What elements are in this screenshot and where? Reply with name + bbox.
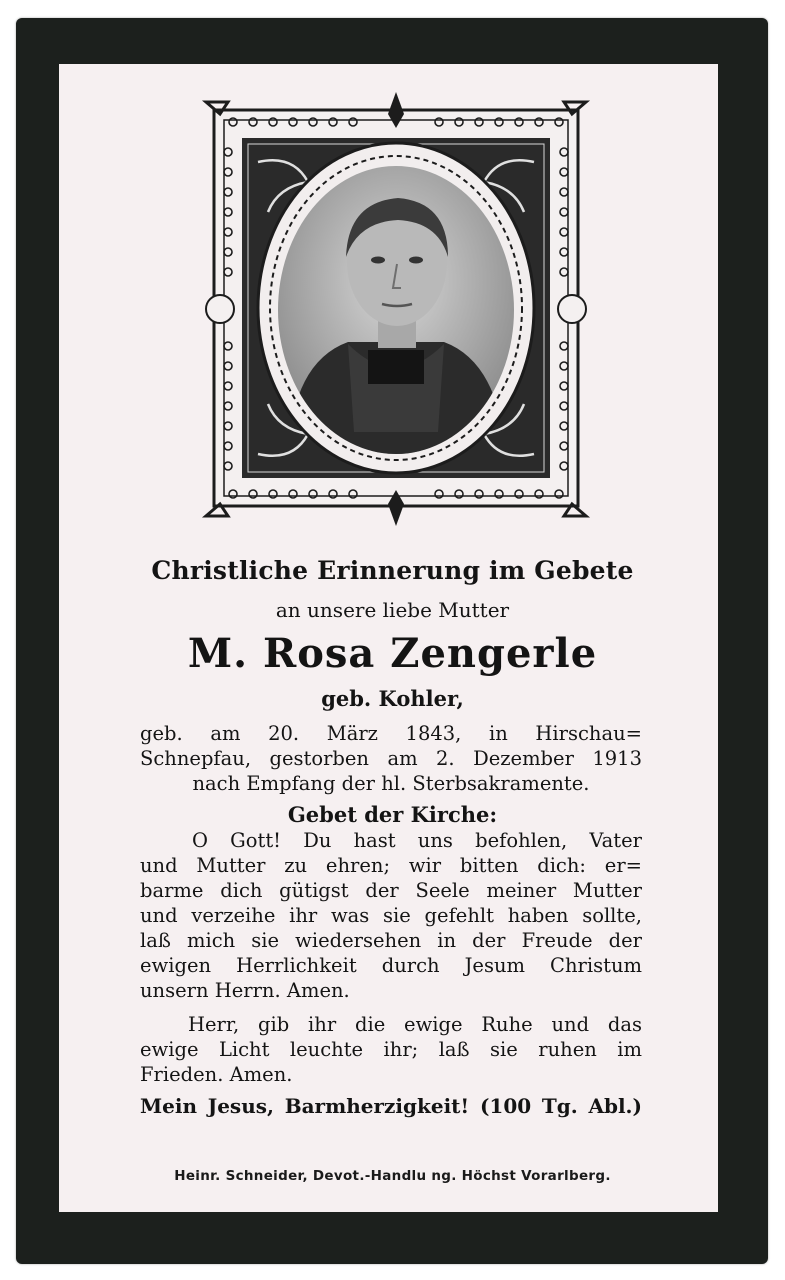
card-title: Christliche Erinnerung im Gebete	[151, 556, 634, 585]
requiem-line: Herr, gib ihr die ewige Ruhe und das	[188, 1013, 642, 1036]
deceased-name: M. Rosa Zengerle	[187, 630, 598, 677]
closing-invocation	[140, 1094, 642, 1119]
prayer-line: unsern Herrn. Amen.	[140, 979, 350, 1002]
prayer-text	[140, 828, 642, 1003]
prayer-line: und verzeihe ihr was sie gefehlt haben sollte,	[140, 904, 642, 927]
life-dates	[140, 721, 642, 796]
prayer-line: und Mutter zu ehren; wir bitten dich: er=	[140, 854, 642, 877]
requiem-line: Frieden. Amen.	[140, 1063, 293, 1086]
dates-line: Schnepfau, gestorben am 2. Dezember 1913	[140, 747, 642, 770]
card-subtitle: an unsere liebe Mutter	[275, 598, 510, 622]
prayer-heading: Gebet der Kirche:	[287, 802, 498, 827]
dates-line: geb. am 20. März 1843, in Hirschau=	[140, 722, 642, 745]
portrait-frame	[198, 92, 594, 526]
requiem-line: ewige Licht leuchte ihr; laß sie ruhen im	[140, 1038, 642, 1061]
prayer-line: barme dich gütigst der Seele meiner Mutter	[140, 879, 642, 902]
publisher-imprint: Heinr. Schneider, Devot.-Handlu ng. Höchst Vorarlberg.	[174, 1168, 611, 1184]
portrait-photo	[278, 166, 514, 454]
prayer-line: laß mich sie wiedersehen in der Freude der	[140, 929, 642, 952]
prayer-line: O Gott! Du hast uns befohlen, Vater	[192, 829, 642, 852]
requiem-text	[140, 1012, 642, 1087]
closing-line: Mein Jesus, Barmherzigkeit! (100 Tg. Abl.)	[140, 1094, 642, 1118]
ornamental-frame-icon	[198, 92, 594, 526]
prayer-line: ewigen Herrlichkeit durch Jesum Christum	[140, 954, 642, 977]
maiden-name: geb. Kohler,	[321, 686, 464, 711]
dates-line: nach Empfang der hl. Sterbsakramente.	[192, 772, 590, 795]
